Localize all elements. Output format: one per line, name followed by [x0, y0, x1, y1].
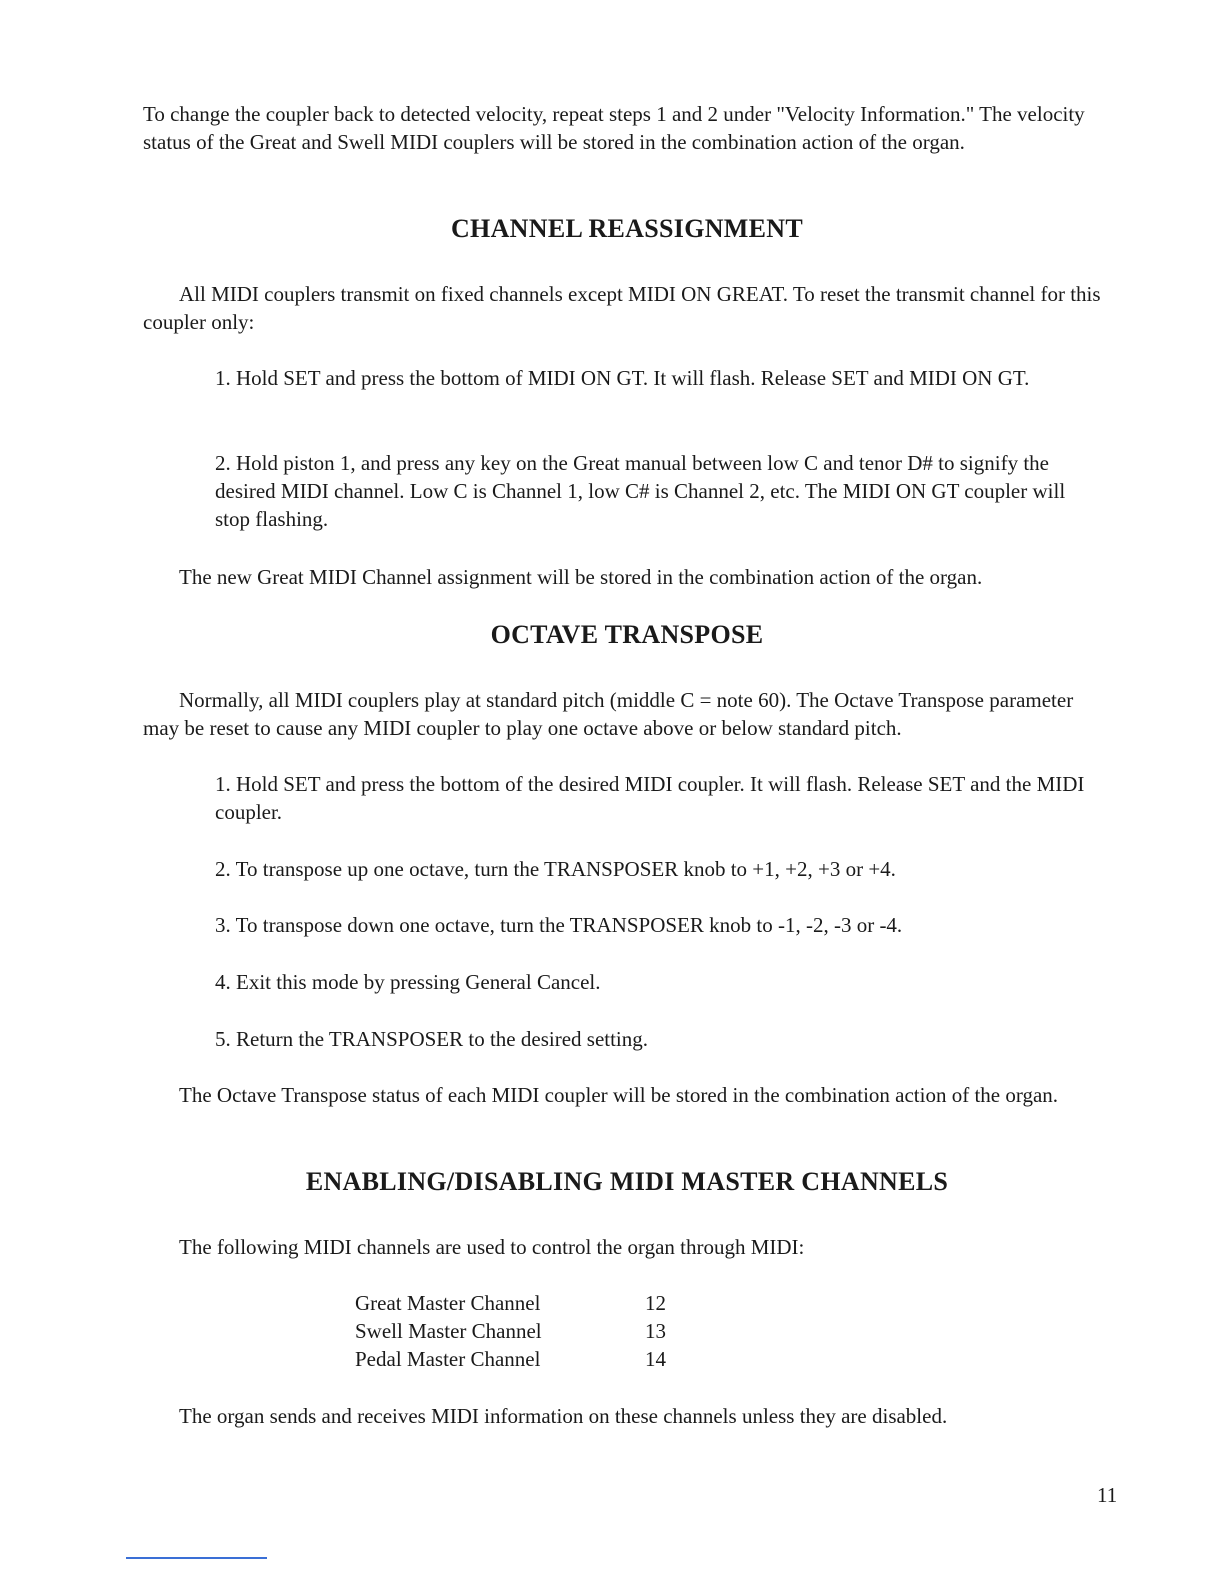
- channel-reassignment-step-2: 2. Hold piston 1, and press any key on the Great manual between low C and tenor D# to signify the desired MIDI channel. Low C is Channel 1, low C# is Channel 2, etc. The MIDI ON GT coupler will stop flashing.: [215, 451, 1066, 531]
- table-row: [355, 1289, 666, 1317]
- octave-transpose-step-1: 1. Hold SET and press the bottom of the desired MIDI coupler. It will flash. Release SET and the MIDI coupler.: [215, 772, 1085, 824]
- intro-paragraph: To change the coupler back to detected velocity, repeat steps 1 and 2 under "Velocity Information." The velocity status of the Great and Swell MIDI couplers will be stored in the combination action of the organ.: [143, 102, 1085, 154]
- octave-transpose-intro: Normally, all MIDI couplers play at standard pitch (middle C = note 60). The Octave Transpose parameter may be reset to cause any MIDI coupler to play one octave above or below standard pitch.: [143, 688, 1074, 740]
- master-channel-table: [355, 1289, 666, 1373]
- channel-number: 14: [645, 1347, 666, 1371]
- octave-transpose-step-5: 5. Return the TRANSPOSER to the desired setting.: [215, 1027, 649, 1051]
- master-channels-intro: The following MIDI channels are used to control the organ through MIDI:: [179, 1235, 805, 1259]
- channel-name: Great Master Channel: [355, 1291, 541, 1315]
- master-channels-closing: The organ sends and receives MIDI information on these channels unless they are disabled.: [179, 1404, 948, 1428]
- channel-reassignment-step-1: 1. Hold SET and press the bottom of MIDI ON GT. It will flash. Release SET and MIDI ON GT.: [215, 366, 1030, 390]
- octave-transpose-step-3: 3. To transpose down one octave, turn the TRANSPOSER knob to -1, -2, -3 or -4.: [215, 913, 903, 937]
- octave-transpose-step-2: 2. To transpose up one octave, turn the TRANSPOSER knob to +1, +2, +3 or +4.: [215, 857, 896, 881]
- octave-transpose-step-4: 4. Exit this mode by pressing General Cancel.: [215, 970, 601, 994]
- page-number: 11: [1097, 1483, 1118, 1507]
- octave-transpose-closing: The Octave Transpose status of each MIDI coupler will be stored in the combination action of the organ.: [179, 1083, 1059, 1107]
- channel-number: 13: [645, 1319, 666, 1343]
- channel-name: Swell Master Channel: [355, 1319, 542, 1343]
- section-heading-master-channels: ENABLING/DISABLING MIDI MASTER CHANNELS: [305, 1167, 949, 1196]
- channel-reassignment-intro: All MIDI couplers transmit on fixed channels except MIDI ON GREAT. To reset the transmit channel for this coupler only:: [143, 282, 1101, 334]
- channel-number: 12: [645, 1291, 666, 1315]
- table-row: [355, 1345, 666, 1373]
- table-row: [355, 1317, 666, 1345]
- channel-reassignment-closing: The new Great MIDI Channel assignment will be stored in the combination action of the organ.: [179, 565, 983, 589]
- section-heading-channel-reassignment: CHANNEL REASSIGNMENT: [450, 214, 803, 243]
- section-heading-octave-transpose: OCTAVE TRANSPOSE: [490, 620, 764, 649]
- footer-rule: [126, 1557, 267, 1559]
- channel-name: Pedal Master Channel: [355, 1347, 541, 1371]
